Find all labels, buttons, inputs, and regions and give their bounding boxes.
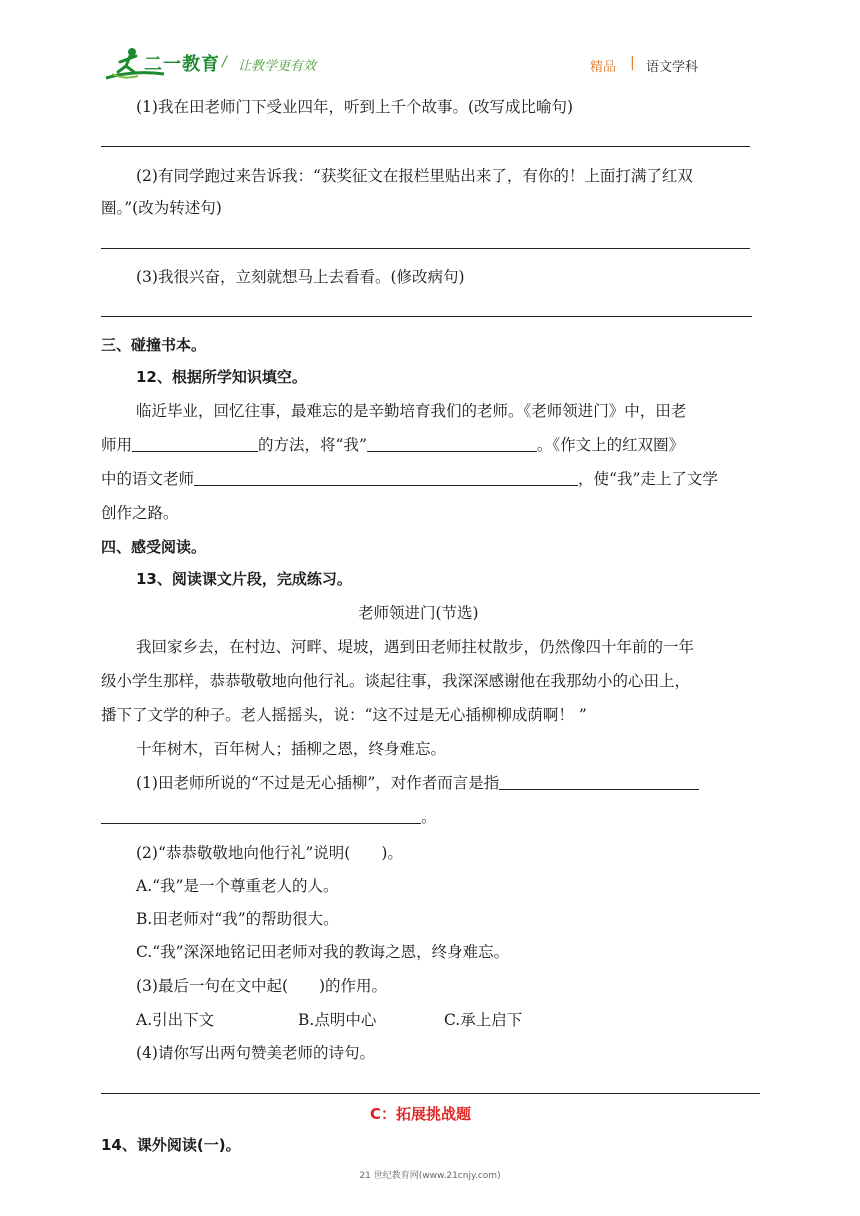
q12-text: 的方法，将“我” bbox=[258, 436, 367, 454]
passage-line: 十年树木，百年树人；插柳之恩，终身难忘。 bbox=[136, 740, 447, 758]
page-footer: 21 世纪教育网(www.21cnjy.com) bbox=[359, 1171, 501, 1181]
q12-heading: 12、根据所学知识填空。 bbox=[136, 368, 307, 386]
header-separator: | bbox=[630, 55, 635, 71]
answer-line[interactable] bbox=[101, 248, 750, 249]
passage-title: 老师领进门(节选) bbox=[358, 604, 479, 622]
q13-item2-option-c[interactable]: C.“我”深深地铭记田老师对我的教诲之恩，终身难忘。 bbox=[136, 943, 510, 961]
logo-text: 二一教育 bbox=[144, 54, 220, 75]
q11-item1: (1)我在田老师门下受业四年，听到上千个故事。(改写成比喻句) bbox=[136, 98, 574, 116]
fill-blank[interactable] bbox=[194, 469, 578, 486]
q13-item1-text: (1)田老师所说的“不过是无心插柳”，对作者而言是指 bbox=[136, 774, 500, 792]
answer-line[interactable] bbox=[101, 146, 750, 147]
q11-item3: (3)我很兴奋，立刻就想马上去看看。(修改病句) bbox=[136, 268, 465, 286]
passage-line: 级小学生那样，恭恭敬敬地向他行礼。谈起往事，我深深感谢他在我那幼小的心田上， bbox=[101, 672, 691, 690]
fill-blank[interactable] bbox=[132, 435, 258, 452]
q12-para-line4: 创作之路。 bbox=[101, 504, 179, 522]
q13-item4: (4)请你写出两句赞美老师的诗句。 bbox=[136, 1044, 375, 1062]
q12-text: 。《作文上的红双圈》 bbox=[536, 436, 685, 454]
q13-heading: 13、阅读课文片段，完成练习。 bbox=[136, 570, 352, 588]
quality-label: 精品 bbox=[590, 60, 617, 75]
q13-item3-option-b[interactable]: B.点明中心 bbox=[298, 1011, 377, 1029]
q12-text: 师用 bbox=[101, 436, 133, 454]
q11-item2-line1: (2)有同学跑过来告诉我：“获奖征文在报栏里贴出来了，有你的！上面打满了红双 bbox=[136, 167, 693, 185]
fill-blank[interactable] bbox=[367, 435, 537, 452]
q13-item2-option-a[interactable]: A.“我”是一个尊重老人的人。 bbox=[136, 877, 339, 895]
q12-text: ，使“我”走上了文学 bbox=[578, 470, 718, 488]
q13-item3-option-a[interactable]: A.引出下文 bbox=[136, 1011, 215, 1029]
q13-item2: (2)“恭恭敬敬地向他行礼”说明( )。 bbox=[136, 844, 403, 862]
q13-item1-end: 。 bbox=[421, 808, 437, 826]
header-slogan: 让教学更有效 bbox=[238, 59, 317, 74]
q11-item2-line2: 圈。”(改为转述句) bbox=[101, 199, 222, 217]
fill-blank[interactable] bbox=[101, 807, 421, 824]
subject-label: 语文学科 bbox=[646, 60, 699, 75]
fill-blank[interactable] bbox=[499, 773, 699, 790]
answer-line[interactable] bbox=[101, 1093, 760, 1094]
header-slash: / bbox=[222, 54, 227, 70]
q12-para-line3 bbox=[101, 469, 718, 489]
passage-line: 播下了文学的种子。老人摇摇头，说：“这不过是无心插柳柳成荫啊！ ” bbox=[101, 706, 587, 724]
answer-line[interactable] bbox=[101, 316, 752, 317]
q12-para-line2 bbox=[101, 435, 684, 455]
section-c-heading: C：拓展挑战题 bbox=[370, 1105, 472, 1123]
q12-text: 中的语文老师 bbox=[101, 470, 195, 488]
q12-para-line1: 临近毕业，回忆往事，最难忘的是辛勤培育我们的老师。《老师领进门》中，田老 bbox=[136, 402, 687, 420]
q13-item1 bbox=[136, 773, 699, 793]
q13-item1-cont bbox=[101, 807, 437, 827]
q13-item3: (3)最后一句在文中起( )的作用。 bbox=[136, 977, 388, 995]
section-4-heading: 四、感受阅读。 bbox=[101, 538, 207, 556]
page-header bbox=[0, 0, 860, 90]
q14-heading: 14、课外阅读(一)。 bbox=[101, 1136, 241, 1154]
q13-item2-option-b[interactable]: B.田老师对“我”的帮助很大。 bbox=[136, 910, 339, 928]
q13-item3-option-c[interactable]: C.承上启下 bbox=[444, 1011, 523, 1029]
passage-line: 我回家乡去，在村边、河畔、堤坡，遇到田老师拄杖散步，仍然像四十年前的一年 bbox=[136, 638, 695, 656]
section-3-heading: 三、碰撞书本。 bbox=[101, 336, 207, 354]
